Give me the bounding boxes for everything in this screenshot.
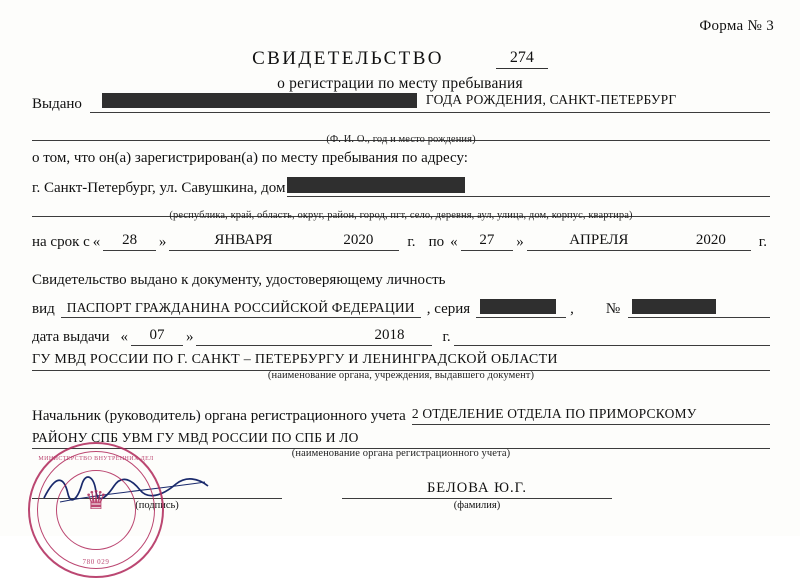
term-g1: г. xyxy=(407,234,416,250)
quote-close-3: » xyxy=(185,329,194,345)
issued-to-row xyxy=(32,92,770,113)
address-value: г. Санкт-Петербург, ул. Савушкина, дом xyxy=(32,180,286,196)
kind-value: ПАСПОРТ ГРАЖДАНИНА РОССИЙСКОЙ ФЕДЕРАЦИИ xyxy=(61,300,421,318)
issue-date-label: дата выдачи xyxy=(32,329,110,345)
stamp-arc-bottom-text: 780 029 xyxy=(82,558,110,566)
caption-signature: (подпись) xyxy=(135,500,179,511)
number-field xyxy=(628,298,770,318)
page-subtitle: о регистрации по месту пребывания xyxy=(277,75,523,92)
address-field xyxy=(287,176,770,197)
quote-close-1: » xyxy=(158,234,167,250)
issue-date-month-field xyxy=(196,326,346,346)
issuing-organ-row xyxy=(32,352,770,371)
issue-date-g: г. xyxy=(442,329,451,345)
quote-close-2: » xyxy=(516,234,524,250)
quote-open-3: « xyxy=(120,329,128,345)
about-text: о том, что он(а) зарегистрирован(а) по месту пребывания по адресу: xyxy=(32,150,468,166)
term-middle: по xyxy=(428,234,445,250)
signer-surname: БЕЛОВА Ю.Г. xyxy=(342,480,612,499)
issued-value-field xyxy=(90,92,770,113)
address-row xyxy=(32,176,770,197)
series-label: , серия xyxy=(426,301,471,317)
stamp-arc-top-text: МИНИСТЕРСТВО ВНУТРЕННИХ ДЕЛ xyxy=(38,456,154,462)
surname-column xyxy=(342,480,612,511)
redacted-series-block xyxy=(480,299,556,314)
chief-row-2 xyxy=(32,430,770,449)
term-from-day: 28 xyxy=(103,232,156,251)
official-stamp xyxy=(28,442,164,578)
issue-date-year: 2018 xyxy=(346,327,432,346)
chief-value-line1: 2 ОТДЕЛЕНИЕ ОТДЕЛА ПО ПРИМОРСКОМУ xyxy=(412,406,770,425)
term-to-day: 27 xyxy=(461,232,514,251)
title-block xyxy=(0,48,800,93)
document-kind-row: вид ПАСПОРТ ГРАЖДАНИНА РОССИЙСКОЙ ФЕДЕРАЦИИ , серия , № xyxy=(32,298,770,318)
chief-value-line2: РАЙОНУ СПБ УВМ ГУ МВД РОССИИ ПО СПБ И ЛО xyxy=(32,430,770,449)
chief-row xyxy=(32,406,770,425)
certificate-number: 274 xyxy=(496,49,548,69)
issued-birth-place: ГОДА РОЖДЕНИЯ, САНКТ-ПЕТЕРБУРГ xyxy=(425,92,677,107)
caption-address: (республика, край, область, округ, район, город, пгт, село, деревня, аул, улица, дом, корпус, квартира) xyxy=(169,210,633,221)
issued-label: Выдано xyxy=(32,96,82,112)
redacted-number-block xyxy=(632,299,716,314)
kind-label: вид xyxy=(32,301,55,317)
issue-date-day: 07 xyxy=(131,327,183,346)
document-basis-text: Свидетельство выдано к документу, удостоверяющему личность xyxy=(32,272,446,288)
term-row xyxy=(32,232,770,251)
quote-open-1: « xyxy=(92,234,101,250)
issuing-organ-value: ГУ МВД РОССИИ ПО Г. САНКТ – ПЕТЕРБУРГУ И ЛЕНИНГРАДСКОЙ ОБЛАСТИ xyxy=(32,352,770,371)
caption-surname: (фамилия) xyxy=(453,500,501,511)
term-to-month: АПРЕЛЯ xyxy=(527,232,671,251)
double-eagle-icon: ♛ xyxy=(84,486,108,515)
redacted-name-block xyxy=(102,93,417,108)
page-title: СВИДЕТЕЛЬСТВО xyxy=(252,48,444,69)
redacted-address-block xyxy=(287,177,465,193)
term-from-month: ЯНВАРЯ xyxy=(169,232,317,251)
term-g2: г. xyxy=(758,234,767,250)
quote-open-2: « xyxy=(450,234,458,250)
form-number-label: Форма № 3 xyxy=(699,18,774,34)
term-prefix: на срок с xyxy=(32,234,90,250)
caption-fio: (Ф. И. О., год и место рождения) xyxy=(326,134,476,145)
caption-issuing-organ: (наименование органа, учреждения, выдавшего документ) xyxy=(267,370,535,381)
term-to-year: 2020 xyxy=(671,232,751,251)
term-from-year: 2020 xyxy=(318,232,400,251)
number-label: № xyxy=(605,301,621,317)
series-field xyxy=(476,298,566,318)
caption-registration-organ: (наименование органа регистрационного учета) xyxy=(291,448,511,459)
issue-date-row xyxy=(32,326,770,346)
chief-label: Начальник (руководитель) органа регистрационного учета xyxy=(32,408,406,424)
